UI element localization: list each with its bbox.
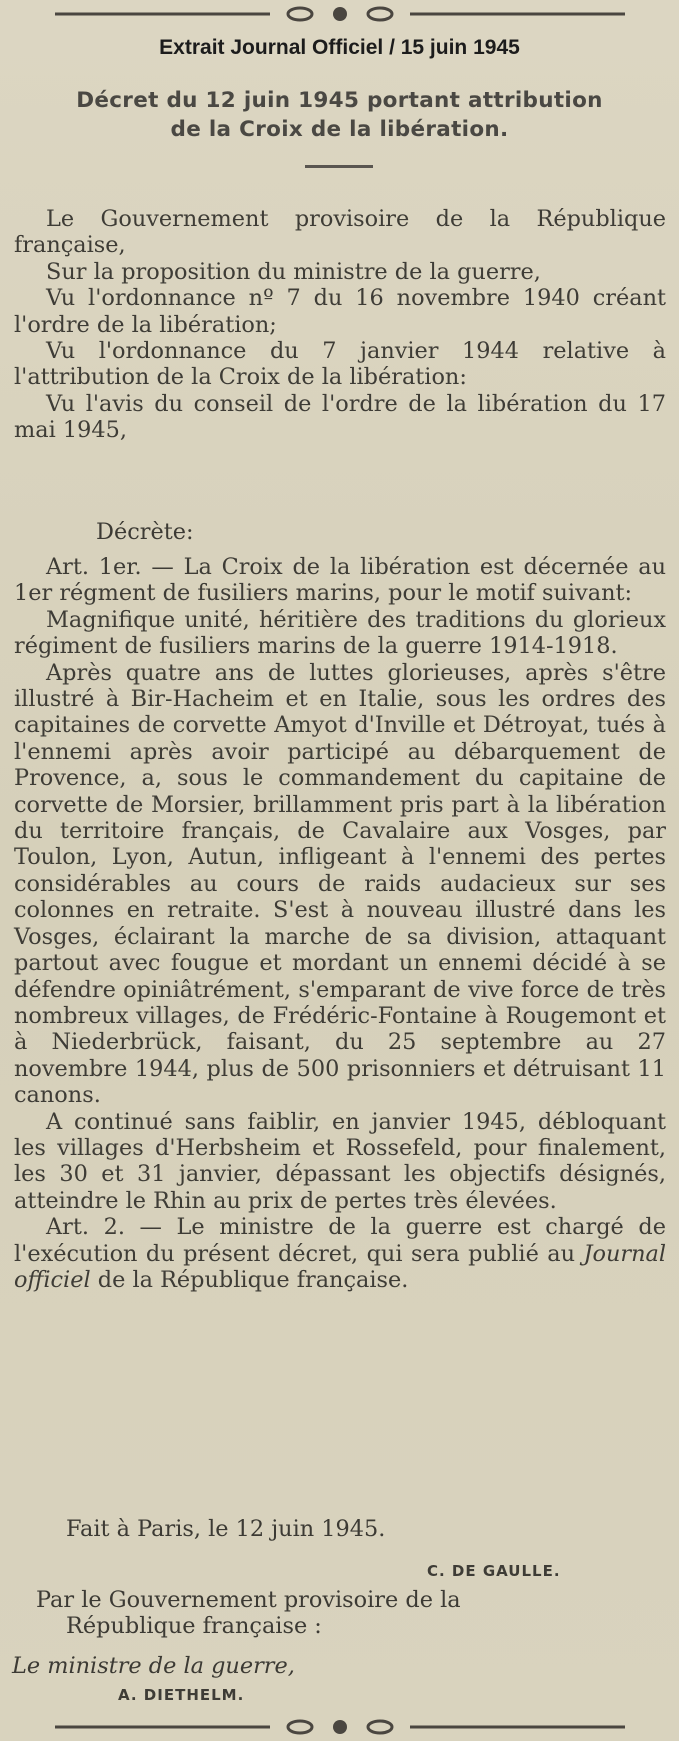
article2-text: Art. 2. — Le ministre de la guerre est chargé de l'exécution du présent décret, qui sera publié au bbox=[14, 1214, 666, 1267]
article1-paragraph: Après quatre ans de luttes glorieuses, après s'être illustré à Bir-Hacheim et en Italie, sous les ordres des capitaines de corvette Amyot d'Inville et Détroyat, tués à l'ennemi après avoir participé au débarquement de Provence, a, sous le commandement du capitaine de corvette de Morsier, brillamment pris part à la libération du territoire français, de Cavalaire aux Vosges, par Toulon, Lyon, Autun, infligeant à l'ennemi des pertes considérables au cours de raids audacieux sur ses colonnes en retraite. S'est à nouveau illustré dans les Vosges, éclairant la marche de sa division, attaquant partout avec fougue et mordant un ennemi décidé à se défendre opiniâtrément, s'emparant de vive force de très nombreux villages, de Frédéric-Fontaine à Rougemont et à Niederbrück, faisant, du 25 septembre au 27 novembre 1944, plus de 500 prisonniers et détruisant 11 canons. bbox=[14, 659, 666, 1109]
preamble-line: Vu l'avis du conseil de l'ordre de la libération du 17 mai 1945, bbox=[14, 390, 666, 444]
signature-diethelm: A. DIETHELM. bbox=[118, 1686, 245, 1704]
preamble-line: Vu l'ordonnance du 7 janvier 1944 relative à l'attribution de la Croix de la libération: bbox=[14, 338, 666, 391]
countersign-line1: Par le Gouvernement provisoire de la bbox=[36, 1587, 461, 1613]
preamble-line: Le Gouvernement provisoire de la République française, bbox=[14, 206, 666, 259]
preamble-line: Vu l'ordonnance nº 7 du 16 novembre 1940 créant l'ordre de la libération; bbox=[14, 285, 666, 338]
countersign-line bbox=[14, 1587, 666, 1640]
decrete-heading: Décrète: bbox=[96, 519, 194, 545]
minister-title: Le ministre de la guerre, bbox=[12, 1653, 295, 1679]
article1-paragraph: A continué sans faiblir, en janvier 1945, débloquant les villages d'Herbsheim et Rossefeld, pour finalement, les 30 et 31 janvier, dépassant les objectifs désignés, atteindre le Rhin au prix de pertes très élevées. bbox=[14, 1108, 666, 1214]
bottom-ornament bbox=[55, 1717, 625, 1737]
article2-text-end: de la République française. bbox=[90, 1266, 409, 1293]
article1-paragraph: Magnifique unité, héritière des traditions du glorieux régiment de fusiliers marins de la guerre 1914-1918. bbox=[14, 606, 666, 660]
signature-de-gaulle: C. DE GAULLE. bbox=[427, 1562, 561, 1580]
decree-title-line2: de la Croix de la libération. bbox=[170, 117, 509, 142]
countersign-line2: République française : bbox=[66, 1613, 322, 1640]
articles bbox=[14, 554, 666, 1293]
top-ornament bbox=[55, 4, 625, 24]
preamble-line: Sur la proposition du ministre de la guerre, bbox=[46, 258, 541, 285]
title-divider bbox=[305, 165, 373, 168]
decree-title-line1: Décret du 12 juin 1945 portant attribution bbox=[76, 88, 603, 113]
article2 bbox=[14, 1214, 666, 1293]
decree-title bbox=[0, 86, 679, 144]
preamble bbox=[14, 206, 666, 444]
journal-name: Journal officiel bbox=[14, 1240, 666, 1293]
article1-intro: Art. 1er. — La Croix de la libération est décernée au 1er régment de fusiliers marins, pour le motif suivant: bbox=[14, 554, 666, 607]
fait-a-paris: Fait à Paris, le 12 juin 1945. bbox=[66, 1516, 386, 1542]
source-caption: Extrait Journal Officiel / 15 juin 1945 bbox=[159, 36, 520, 59]
